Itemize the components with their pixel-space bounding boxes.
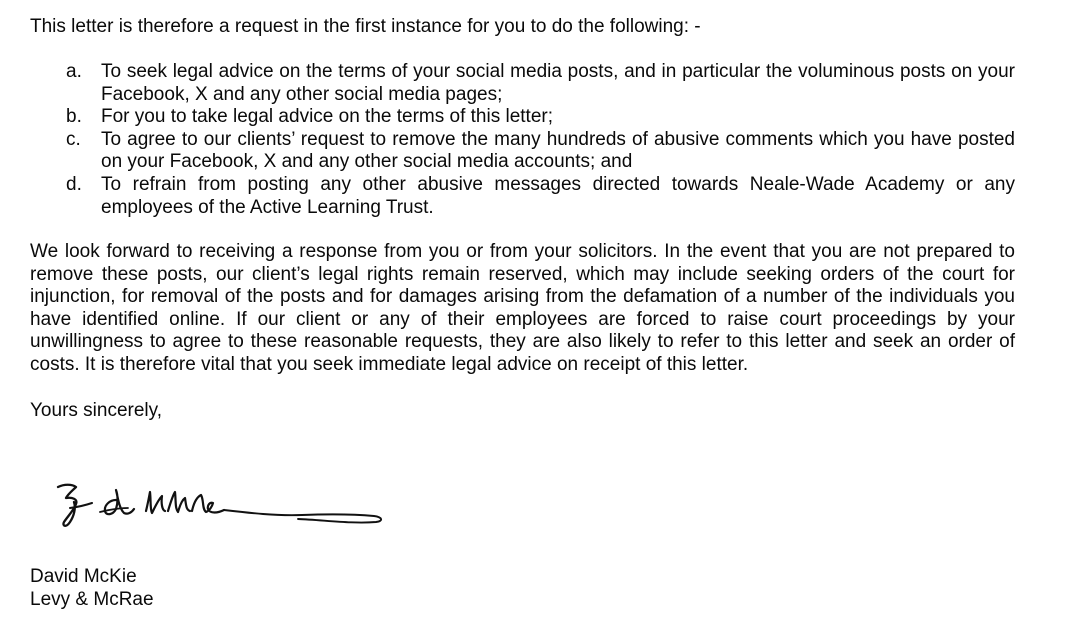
list-item-text: To agree to our clients’ request to remove the many hundreds of abusive comments which you have posted on your Facebook, X and any other social media accounts; and — [101, 128, 1015, 173]
list-item-text: To seek legal advice on the terms of your social media posts, and in particular the voluminous posts on your Facebook, X and any other social media pages; — [101, 61, 1015, 105]
closing-line: Yours sincerely, — [30, 400, 163, 421]
list-marker: c. — [66, 128, 81, 150]
list-item — [30, 106, 1015, 129]
signatory-firm: Levy & McRae — [30, 589, 154, 610]
list-item — [30, 129, 1015, 174]
body-paragraph: We look forward to receiving a response from you or from your solicitors. In the event that you are not prepared to remove these posts, our client’s legal rights remain reserved, which may include seeking orders of the court for injunction, for removal of the posts and for damages arising from the defamation of a number of the individuals you have identified online. If our client or any of their employees are forced to raise court proceedings by your unwillingness to agree to these reasonable requests, they are also likely to refer to this letter and seek an order of costs. It is therefore vital that you seek immediate legal advice on receipt of this letter. — [30, 241, 1015, 375]
list-marker: a. — [66, 61, 82, 82]
signatory-name: David McKie — [30, 566, 137, 587]
signature-image — [52, 478, 387, 540]
list-marker: b. — [66, 106, 82, 128]
list-item-text: To refrain from posting any other abusive messages directed towards Neale-Wade Academy or any employees of the Active Learning Trust. — [101, 173, 1015, 218]
list-item — [30, 174, 1015, 219]
request-list — [30, 61, 1015, 219]
intro-paragraph: This letter is therefore a request in the first instance for you to do the following: - — [30, 16, 701, 37]
list-marker: d. — [66, 173, 82, 195]
signatory-block — [30, 565, 154, 611]
list-item-text: For you to take legal advice on the terms of this letter; — [101, 106, 554, 128]
list-item — [30, 61, 1015, 106]
